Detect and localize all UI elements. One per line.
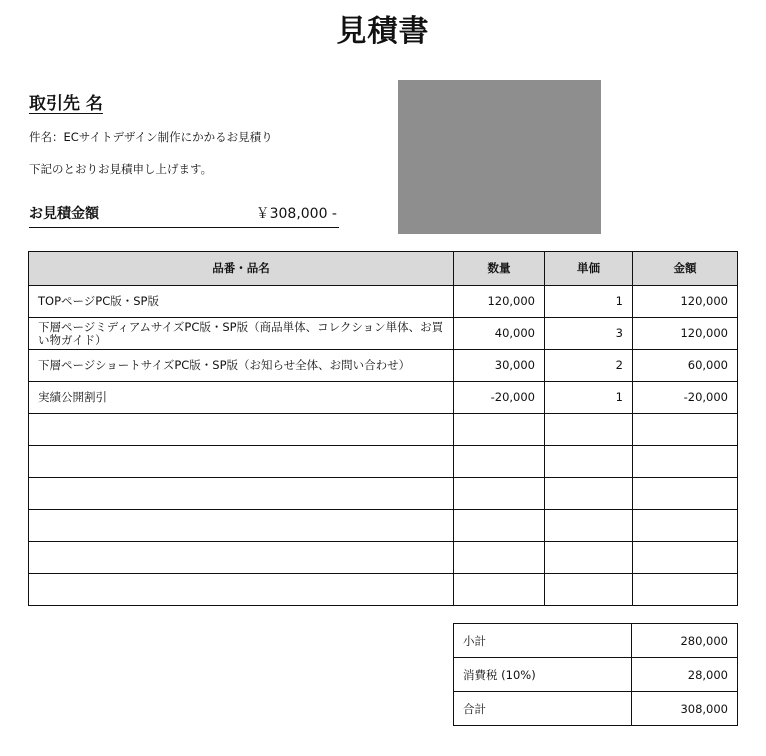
quantity-cell: 30,000 <box>454 350 545 382</box>
quantity-cell: 120,000 <box>454 286 545 318</box>
amount-cell <box>633 414 738 446</box>
unit-price-cell <box>545 542 633 574</box>
unit-price-cell: 1 <box>545 382 633 414</box>
item-cell: 下層ページショートサイズPC版・SP版（お知らせ全体、お問い合わせ） <box>29 350 454 382</box>
quantity-cell <box>454 574 545 606</box>
total-row <box>454 692 738 726</box>
amount-cell <box>633 510 738 542</box>
table-row <box>29 478 738 510</box>
tax-row <box>454 658 738 692</box>
amount-cell <box>633 574 738 606</box>
quantity-cell <box>454 414 545 446</box>
unit-price-cell: 1 <box>545 286 633 318</box>
item-cell <box>29 574 454 606</box>
table-row <box>29 286 738 318</box>
client-name: 取引先 名 <box>29 94 103 114</box>
item-cell: TOPページPC版・SP版 <box>29 286 454 318</box>
header-item: 品番・品名 <box>29 252 454 286</box>
unit-price-cell <box>545 510 633 542</box>
quantity-cell <box>454 446 545 478</box>
unit-price-cell: 2 <box>545 350 633 382</box>
table-row <box>29 382 738 414</box>
amount-cell: -20,000 <box>633 382 738 414</box>
table-header-row <box>29 252 738 286</box>
table-row <box>29 574 738 606</box>
item-cell: 実績公開割引 <box>29 382 454 414</box>
estimate-amount-row <box>29 201 339 228</box>
unit-price-cell <box>545 446 633 478</box>
image-placeholder <box>398 80 601 234</box>
document-title: 見積書 <box>336 14 430 49</box>
item-cell <box>29 542 454 574</box>
item-cell: 下層ページミディアムサイズPC版・SP版（商品単体、コレクション単体、お買い物ガイド） <box>29 318 454 350</box>
subject-line: 件名：ECサイトデザイン制作にかかるお見積り <box>29 130 273 144</box>
amount-cell <box>633 478 738 510</box>
table-row <box>29 446 738 478</box>
unit-price-cell <box>545 478 633 510</box>
tax-label: 消費税 (10%) <box>454 658 632 692</box>
header-amount: 金額 <box>633 252 738 286</box>
item-cell <box>29 446 454 478</box>
item-cell <box>29 510 454 542</box>
total-value: 308,000 <box>632 692 738 726</box>
item-cell <box>29 414 454 446</box>
table-row <box>29 318 738 350</box>
tax-value: 28,000 <box>632 658 738 692</box>
table-row <box>29 542 738 574</box>
unit-price-cell: 3 <box>545 318 633 350</box>
subtotal-row <box>454 624 738 658</box>
subtotal-label: 小計 <box>454 624 632 658</box>
table-row <box>29 350 738 382</box>
summary-table <box>453 623 738 726</box>
header-quantity: 数量 <box>454 252 545 286</box>
amount-cell <box>633 542 738 574</box>
amount-cell <box>633 446 738 478</box>
amount-cell: 60,000 <box>633 350 738 382</box>
quantity-cell <box>454 542 545 574</box>
table-row <box>29 414 738 446</box>
table-row <box>29 510 738 542</box>
header-unit-price: 単価 <box>545 252 633 286</box>
amount-cell: 120,000 <box>633 286 738 318</box>
quantity-cell <box>454 478 545 510</box>
items-table <box>28 251 738 606</box>
estimate-amount-value: ￥308,000 - <box>255 206 337 222</box>
intro-text: 下記のとおりお見積申し上げます。 <box>29 162 213 176</box>
estimate-amount-label: お見積金額 <box>29 206 99 222</box>
unit-price-cell <box>545 414 633 446</box>
item-cell <box>29 478 454 510</box>
total-label: 合計 <box>454 692 632 726</box>
amount-cell: 120,000 <box>633 318 738 350</box>
quantity-cell: 40,000 <box>454 318 545 350</box>
quantity-cell <box>454 510 545 542</box>
quantity-cell: -20,000 <box>454 382 545 414</box>
subtotal-value: 280,000 <box>632 624 738 658</box>
unit-price-cell <box>545 574 633 606</box>
